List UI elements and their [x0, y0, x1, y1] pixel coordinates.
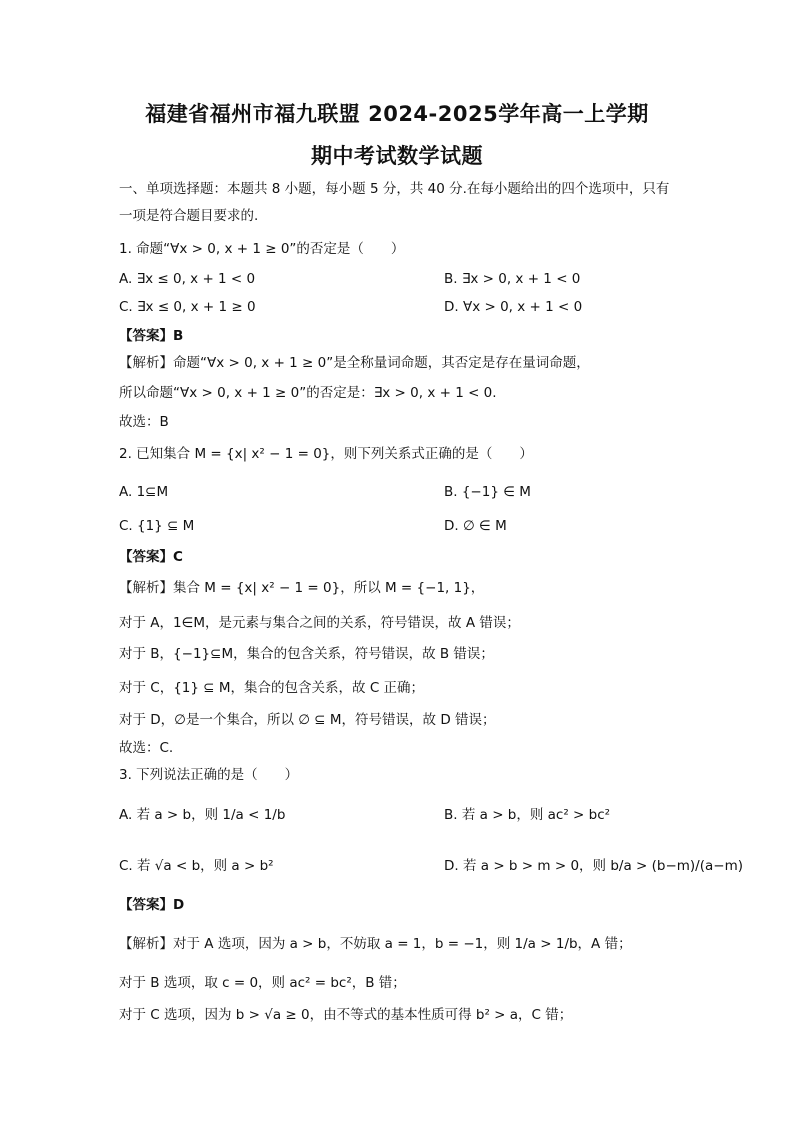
question-3-option-d: D. 若 a > b > m > 0，则 b/a > (b−m)/(a−m) — [444, 858, 743, 874]
question-2-option-a: A. 1⊆M — [119, 484, 169, 500]
question-1-option-a: A. ∃x ≤ 0, x + 1 < 0 — [119, 271, 256, 287]
question-1-analysis-line1: 【解析】命题“∀x > 0, x + 1 ≥ 0”是全称量词命题，其否定是存在量词命题， — [119, 355, 590, 371]
question-2-analysis-line2: 对于 A，1∈M，是元素与集合之间的关系，符号错误，故 A 错误； — [119, 615, 520, 631]
question-2-analysis-line6: 故选：C. — [119, 740, 174, 756]
question-3-option-b: B. 若 a > b，则 ac² > bc² — [444, 807, 611, 823]
question-2-option-b: B. {−1} ∈ M — [444, 484, 531, 500]
question-1-option-c: C. ∃x ≤ 0, x + 1 ≥ 0 — [119, 299, 256, 315]
question-3-answer: 【答案】D — [119, 897, 185, 913]
question-3-analysis-line3: 对于 C 选项，因为 b > √a ≥ 0，由不等式的基本性质可得 b² > a，C 错； — [119, 1007, 573, 1023]
question-1-option-d: D. ∀x > 0, x + 1 < 0 — [444, 299, 583, 315]
document-title-line2: 期中考试数学试题 — [311, 144, 483, 168]
question-3-stem: 3. 下列说法正确的是（ ） — [119, 767, 299, 783]
question-2-analysis-line5: 对于 D，∅是一个集合，所以 ∅ ⊆ M，符号错误，故 D 错误； — [119, 712, 496, 728]
section-intro-line2: 一项是符合题目要求的. — [119, 208, 259, 224]
question-3-analysis-line1: 【解析】对于 A 选项，因为 a > b，不妨取 a = 1，b = −1，则 1/a > 1/b，A 错； — [119, 936, 632, 952]
question-2-analysis-line4: 对于 C，{1} ⊆ M，集合的包含关系，故 C 正确； — [119, 680, 425, 696]
question-2-stem: 2. 已知集合 M = {x| x² − 1 = 0}，则下列关系式正确的是（ ） — [119, 446, 533, 462]
question-1-analysis-line2: 所以命题“∀x > 0, x + 1 ≥ 0”的否定是：∃x > 0, x + 1 < 0. — [119, 385, 497, 401]
question-1-analysis-line3: 故选：B — [119, 414, 169, 430]
question-1-stem: 1. 命题“∀x > 0, x + 1 ≥ 0”的否定是（ ） — [119, 241, 405, 257]
question-1-option-b: B. ∃x > 0, x + 1 < 0 — [444, 271, 581, 287]
section-intro-line1: 一、单项选择题：本题共 8 小题，每小题 5 分，共 40 分.在每小题给出的四个选项中，只有 — [119, 181, 670, 197]
question-2-option-d: D. ∅ ∈ M — [444, 518, 507, 534]
question-3-option-a: A. 若 a > b，则 1/a < 1/b — [119, 807, 286, 823]
question-2-answer: 【答案】C — [119, 549, 183, 565]
question-3-analysis-line2: 对于 B 选项，取 c = 0，则 ac² = bc²，B 错； — [119, 975, 406, 991]
document-title-line1: 福建省福州市福九联盟 2024-2025学年高一上学期 — [145, 102, 649, 126]
question-2-analysis-line1: 【解析】集合 M = {x| x² − 1 = 0}，所以 M = {−1, 1}， — [119, 580, 485, 596]
question-1-answer: 【答案】B — [119, 328, 184, 344]
question-2-option-c: C. {1} ⊆ M — [119, 518, 195, 534]
question-2-analysis-line3: 对于 B，{−1}⊆M，集合的包含关系，符号错误，故 B 错误； — [119, 646, 494, 662]
question-3-option-c: C. 若 √a < b，则 a > b² — [119, 858, 274, 874]
